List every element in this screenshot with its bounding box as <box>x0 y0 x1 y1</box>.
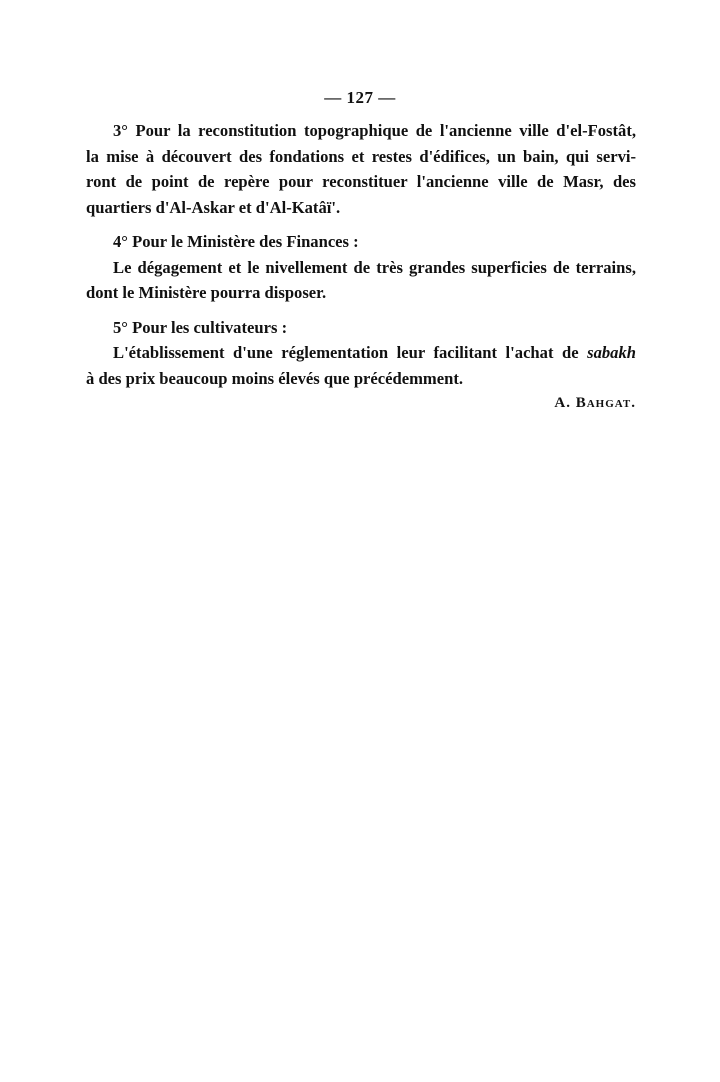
paragraph-5-line-1-text: L'établissement d'une réglementation leur facilitant l'achat de <box>113 343 588 362</box>
paragraph-3-line-1-text: 3° Pour la reconstitution topographique de l'ancienne ville d'el-Fostât, <box>113 121 636 140</box>
sabakh-term: sabakh <box>587 343 636 362</box>
paragraph-3-line-1 <box>86 118 636 144</box>
paragraph-5-heading <box>86 315 636 341</box>
signature-initial: A. <box>554 395 571 411</box>
paragraph-5 <box>86 315 636 392</box>
paragraph-4-heading-text: 4° Pour le Ministère des Finances : <box>113 232 359 251</box>
paragraph-3-line-4: quartiers d'Al-Askar et d'Al-Katâï'. <box>86 197 341 217</box>
paragraph-4-line-1-text: Le dégagement et le nivellement de très grandes superficies de terrains, <box>113 257 636 277</box>
body-text <box>86 118 636 417</box>
paragraph-4-heading <box>86 229 636 255</box>
paragraph-4-line-1 <box>86 255 636 281</box>
paragraph-4 <box>86 229 636 306</box>
signature <box>86 391 636 417</box>
paragraph-4-line-2: dont le Ministère pourra disposer. <box>86 283 327 302</box>
paragraph-3-line-3: ront de point de repère pour reconstituer l'ancienne ville de Masr, des <box>86 172 636 191</box>
paragraph-3-line-2: la mise à découvert des fondations et restes d'édifices, un bain, qui servi- <box>86 146 636 166</box>
paragraph-5-heading-text: 5° Pour les cultivateurs : <box>113 317 288 337</box>
page-number: — 127 — <box>324 88 396 107</box>
paragraph-5-line-2: à des prix beaucoup moins élevés que précédemment. <box>86 368 464 388</box>
signature-name: Bahgat. <box>575 395 636 411</box>
paragraph-5-line-1 <box>86 340 636 366</box>
paragraph-3 <box>86 118 636 220</box>
